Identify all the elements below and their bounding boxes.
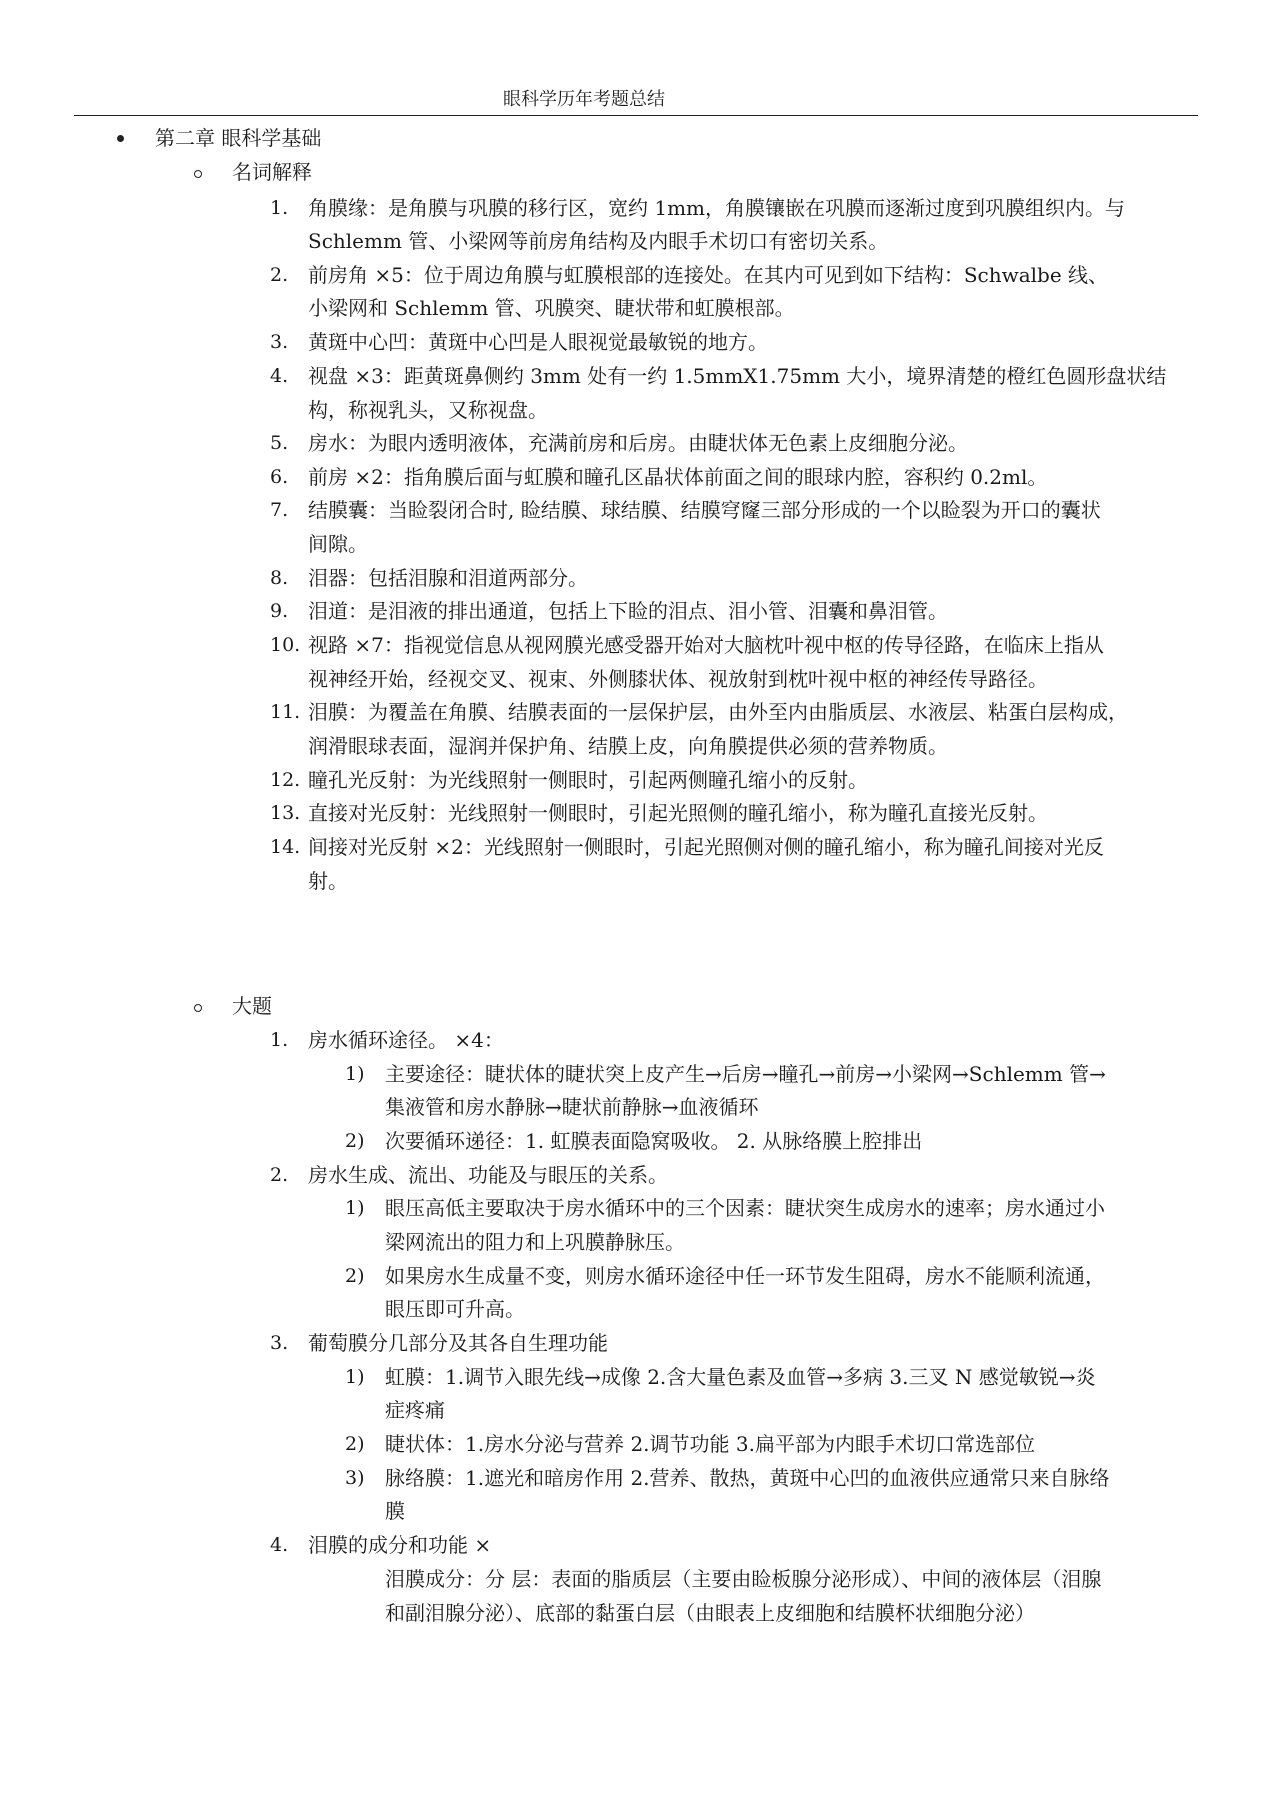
item-number: 14. <box>270 836 301 858</box>
item-number: 5. <box>270 432 289 454</box>
item-text: 直接对光反射：光线照射一侧眼时，引起光照侧的瞳孔缩小，称为瞳孔直接光反射。 <box>308 801 1048 825</box>
sub-text: 脉络膜：1.遮光和暗房作用 2.营养、散热，黄斑中心凹的血液供应通常只来自脉络 <box>385 1466 1110 1490</box>
item-text: 间隙。 <box>308 532 368 556</box>
answer-text: 泪膜成分：分 层：表面的脂质层（主要由睑板腺分泌形成）、中间的液体层（泪腺 <box>385 1567 1102 1591</box>
sub-number: 2) <box>345 1433 365 1455</box>
item-number: 11. <box>270 701 301 723</box>
item-text: 房水：为眼内透明液体，充满前房和后房。由睫状体无色素上皮细胞分泌。 <box>308 431 968 455</box>
sub-text: 睫状体：1.房水分泌与营养 2.调节功能 3.扁平部为内眼手术切口常选部位 <box>385 1432 1035 1456</box>
sub-number: 2) <box>345 1265 365 1287</box>
page-header <box>74 88 1198 116</box>
question-title: 房水生成、流出、功能及与眼压的关系。 <box>308 1163 668 1187</box>
question-title: 泪膜的成分和功能 × <box>308 1533 492 1557</box>
sub-number: 1) <box>345 1063 365 1085</box>
item-text: 前房角 ×5：位于周边角膜与虹膜根部的连接处。在其内可见到如下结构：Schwalbe 线、 <box>308 263 1109 287</box>
question-number: 3. <box>270 1332 289 1354</box>
item-number: 9. <box>270 600 289 622</box>
question-title: 葡萄膜分几部分及其各自生理功能 <box>308 1331 608 1355</box>
chapter-bullet <box>117 135 124 142</box>
item-text: 结膜囊：当睑裂闭合时, 睑结膜、球结膜、结膜穹窿三部分形成的一个以睑裂为开口的囊状 <box>308 498 1101 522</box>
item-number: 1. <box>270 197 289 219</box>
chapter-title: 第二章 眼科学基础 <box>155 126 322 150</box>
sub-number: 1) <box>345 1366 365 1388</box>
sub-text: 眼压即可升高。 <box>385 1297 525 1321</box>
item-number: 13. <box>270 802 301 824</box>
item-number: 7. <box>270 499 289 521</box>
question-number: 4. <box>270 1534 289 1556</box>
item-text: 小梁网和 Schlemm 管、巩膜突、睫状带和虹膜根部。 <box>308 296 795 320</box>
question-number: 1. <box>270 1029 289 1051</box>
item-number: 6. <box>270 466 289 488</box>
sub-text: 眼压高低主要取决于房水循环中的三个因素：睫状突生成房水的速率；房水通过小 <box>385 1196 1105 1220</box>
item-text: 瞳孔光反射：为光线照射一侧眼时，引起两侧瞳孔缩小的反射。 <box>308 768 868 792</box>
question-title: 房水循环途径。 ×4： <box>308 1028 504 1052</box>
item-text: 视神经开始，经视交叉、视束、外侧膝状体、视放射到枕叶视中枢的神经传导路径。 <box>308 667 1048 691</box>
item-text: 视路 ×7：指视觉信息从视网膜光感受器开始对大脑枕叶视中枢的传导径路，在临床上指从 <box>308 633 1104 657</box>
item-number: 10. <box>270 634 301 656</box>
sub-text: 次要循环递径：1. 虹膜表面隐窝吸收。 2. 从脉络膜上腔排出 <box>385 1129 923 1153</box>
sub-text: 虹膜：1.调节入眼先线→成像 2.含大量色素及血管→多病 3.三叉 N 感觉敏锐→炎 <box>385 1365 1096 1389</box>
header-title: 眼科学历年考题总结 <box>503 89 665 110</box>
item-text: Schlemm 管、小梁网等前房角结构及内眼手术切口有密切关系。 <box>308 229 889 253</box>
item-text: 间接对光反射 ×2：光线照射一侧眼时，引起光照侧对侧的瞳孔缩小，称为瞳孔间接对光反 <box>308 835 1104 859</box>
item-text: 视盘 ×3：距黄斑鼻侧约 3mm 处有一约 1.5mmX1.75mm 大小，境界清楚的橙红色圆形盘状结 <box>308 364 1167 388</box>
answer-text: 和副泪腺分泌）、底部的黏蛋白层（由眼表上皮细胞和结膜杯状细胞分泌） <box>385 1601 1035 1625</box>
sub-text: 症疼痛 <box>385 1398 445 1422</box>
item-text: 前房 ×2：指角膜后面与虹膜和瞳孔区晶状体前面之间的眼球内腔，容积约 0.2ml。 <box>308 465 1048 489</box>
sub-number: 2) <box>345 1130 365 1152</box>
item-text: 构，称视乳头，又称视盘。 <box>308 398 548 422</box>
item-text: 润滑眼球表面，湿润并保护角、结膜上皮，向角膜提供必须的营养物质。 <box>308 734 948 758</box>
item-text: 泪器：包括泪腺和泪道两部分。 <box>308 566 588 590</box>
item-text: 黄斑中心凹：黄斑中心凹是人眼视觉最敏锐的地方。 <box>308 330 768 354</box>
item-number: 4. <box>270 365 289 387</box>
sub-text: 如果房水生成量不变，则房水循环途径中任一环节发生阻碍，房水不能顺利流通， <box>385 1264 1105 1288</box>
section-title-questions: 大题 <box>232 994 272 1018</box>
sub-text: 主要途径：睫状体的睫状突上皮产生→后房→瞳孔→前房→小梁网→Schlemm 管→ <box>385 1062 1106 1086</box>
question-number: 2. <box>270 1164 289 1186</box>
section-title-terms: 名词解释 <box>232 160 312 184</box>
item-text: 泪膜：为覆盖在角膜、结膜表面的一层保护层，由外至内由脂质层、水液层、粘蛋白层构成， <box>308 700 1128 724</box>
item-number: 12. <box>270 769 301 791</box>
item-number: 2. <box>270 264 289 286</box>
item-text: 泪道：是泪液的排出通道，包括上下睑的泪点、泪小管、泪囊和鼻泪管。 <box>308 599 948 623</box>
item-text: 射。 <box>308 869 348 893</box>
section-bullet <box>194 1004 202 1012</box>
sub-text: 膜 <box>385 1499 405 1523</box>
sub-text: 集液管和房水静脉→睫状前静脉→血液循环 <box>385 1095 759 1119</box>
item-number: 3. <box>270 331 289 353</box>
sub-number: 3) <box>345 1467 365 1489</box>
item-text: 角膜缘：是角膜与巩膜的移行区，宽约 1mm，角膜镶嵌在巩膜而逐渐过度到巩膜组织内。与 <box>308 196 1126 220</box>
item-number: 8. <box>270 567 289 589</box>
sub-number: 1) <box>345 1197 365 1219</box>
section-bullet <box>194 170 202 178</box>
sub-text: 梁网流出的阻力和上巩膜静脉压。 <box>385 1230 685 1254</box>
